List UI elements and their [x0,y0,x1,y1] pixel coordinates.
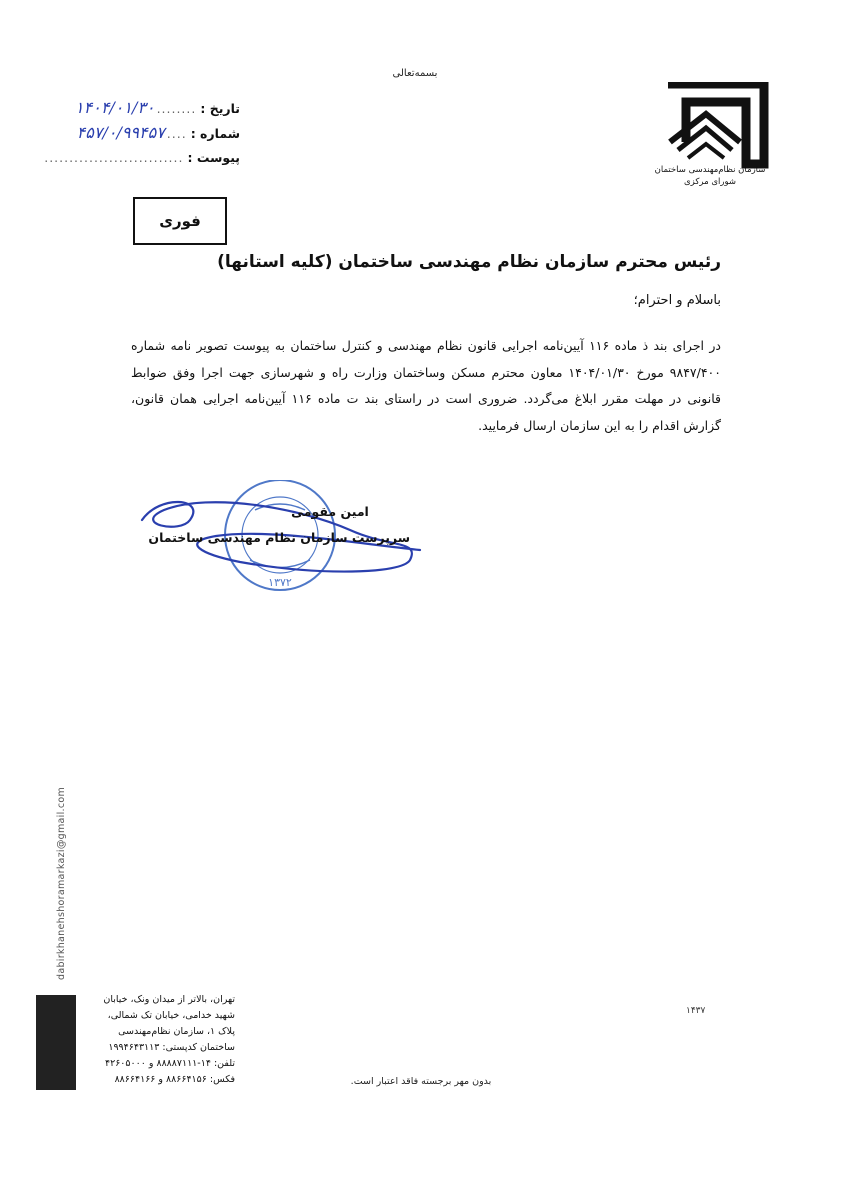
signer-name: امین مقومی [291,504,369,519]
organization-caption [648,164,772,188]
number-label: شماره : [190,126,240,141]
urgent-badge: فوری [133,197,227,245]
footer-address-line: ساختمان کدپستی: ۱۹۹۴۶۴۳۱۱۳ [108,1042,235,1053]
footer-validity-note: بدون مهر برجسته فاقد اعتبار است. [350,1076,492,1087]
logo-emblem-icon [660,82,770,174]
date-value: ۱۴۰۴/۰۱/۳۰ [75,98,155,117]
organization-caption-line2: شورای مرکزی [684,177,736,187]
organization-caption-line1: سازمان نظام‌مهندسی ساختمان [654,165,766,175]
number-row [30,121,240,146]
date-label: تاریخ : [200,101,240,116]
footer-address-line: تهران، بالاتر از میدان ونک، خیابان [103,994,235,1005]
attachment-row [30,146,240,170]
basmala-heading: بسمه‌تعالی [392,68,438,79]
number-value: ۴۵۷/۰/۹۹۴۵۷ [76,123,165,142]
letter-metadata [30,96,240,170]
number-dots: .... [166,126,187,141]
recipient-line: رئیس محترم سازمان نظام مهندسی ساختمان (کلیه استانها) [217,252,721,272]
date-row [30,96,240,121]
stamp-year: ۱۳۷۲ [268,576,292,589]
footer-dark-strip [36,995,76,1090]
letter-body: در اجرای بند ذ ماده ۱۱۶ آیین‌نامه اجرایی قانون نظام مهندسی و کنترل ساختمان به پیوست تصویر نامه شماره ۹۸۴۷/۴۰۰ مورخ ۱۴۰۴/۰۱/۳۰ معاون محترم مسکن وساختمان وزارت راه و شهرسازی جهت اجرا وفق ضوابط قانونی در مهلت مقرر ابلاغ می‌گردد. ضروری است در راستای بند ت ماده ۱۱۶ آیین‌نامه اجرایی همان قانون، گزارش اقدام را به این سازمان ارسال فرمایید. [131,338,722,433]
footer-address-line: پلاک ۱، سازمان نظام‌مهندسی [118,1026,235,1037]
salutation: باسلام و احترام؛ [633,293,721,308]
side-email: dabirkhanehshoramarkazi@gmail.com [56,786,67,980]
footer-code: ۱۴۳۷ [686,1006,706,1016]
signer-title: سرپرست سازمان نظام مهندسی ساختمان [148,530,410,545]
footer-address [85,992,235,1088]
footer-address-line: فکس: ۸۸۶۶۴۱۵۶ و ۸۸۶۶۴۱۶۶ [114,1074,235,1085]
footer-address-line: تلفن: ۱۴-۸۸۸۸۷۱۱۱ و ۴۲۶۰۵۰۰۰ [105,1058,235,1069]
attachment-label: پیوست : [187,150,240,165]
date-dots: ........ [156,101,197,116]
attachment-dots: ............................ [44,150,184,165]
organization-logo [660,82,770,174]
footer-address-line: شهید خدامی، خیابان تک شمالی، [107,1010,235,1021]
